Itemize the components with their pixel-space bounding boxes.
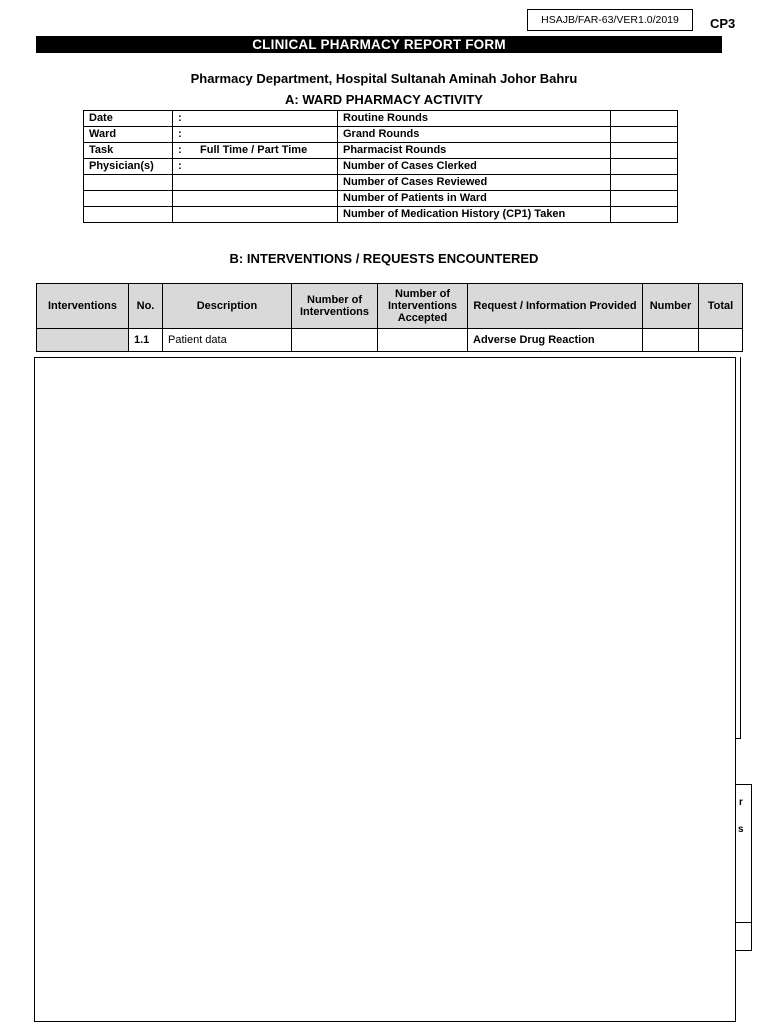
- clipped-header-letter: s: [738, 824, 744, 835]
- ward-activity-row: [84, 127, 678, 143]
- activity-count[interactable]: [611, 191, 678, 207]
- field-value-text: Full Time / Part Time: [200, 144, 308, 156]
- header-number: Number: [643, 284, 699, 329]
- activity-label: Pharmacist Rounds: [338, 143, 611, 159]
- activity-count[interactable]: [611, 111, 678, 127]
- document-code: HSAJB/FAR-63/VER1.0/2019: [527, 9, 693, 31]
- ward-activity-row: [84, 191, 678, 207]
- activity-label: Number of Medication History (CP1) Taken: [338, 207, 611, 223]
- interventions-table: [36, 283, 743, 352]
- header-description: Description: [163, 284, 292, 329]
- interventions-count-cell[interactable]: [292, 329, 378, 352]
- field-colon: :: [178, 160, 182, 172]
- form-id: CP3: [710, 16, 736, 31]
- section-a-title: A: WARD PHARMACY ACTIVITY: [285, 92, 483, 107]
- header-interventions-accepted: Number of Interventions Accepted: [378, 284, 468, 329]
- table-border-fragment: [736, 950, 752, 951]
- item-number: 1.1: [129, 329, 163, 352]
- ward-activity-row: [84, 159, 678, 175]
- table-border-fragment: [751, 784, 752, 951]
- field-label: Physician(s): [84, 159, 173, 175]
- table-border-fragment: [740, 357, 741, 739]
- field-value[interactable]: [173, 175, 338, 191]
- field-colon: :: [178, 112, 182, 124]
- activity-count[interactable]: [611, 127, 678, 143]
- clipped-header-letter: r: [739, 797, 743, 808]
- ward-activity-row: [84, 175, 678, 191]
- field-value[interactable]: [173, 159, 338, 175]
- activity-label: Number of Patients in Ward: [338, 191, 611, 207]
- header-total: Total: [699, 284, 743, 329]
- activity-count[interactable]: [611, 143, 678, 159]
- section-b-title: B: INTERVENTIONS / REQUESTS ENCOUNTERED: [229, 251, 539, 266]
- field-label: Ward: [84, 127, 173, 143]
- field-value[interactable]: [173, 111, 338, 127]
- blank-overlay-panel: [34, 357, 736, 1022]
- field-label: [84, 175, 173, 191]
- table-border-fragment: [736, 738, 741, 739]
- header-interventions: Interventions: [37, 284, 129, 329]
- field-value[interactable]: [173, 207, 338, 223]
- header-number-of-interventions: Number of Interventions: [292, 284, 378, 329]
- activity-label: Grand Rounds: [338, 127, 611, 143]
- field-label: Date: [84, 111, 173, 127]
- activity-count[interactable]: [611, 175, 678, 191]
- field-label: Task: [84, 143, 173, 159]
- accepted-count-cell[interactable]: [378, 329, 468, 352]
- field-colon: :: [178, 144, 182, 156]
- request-info-label: Adverse Drug Reaction: [468, 329, 643, 352]
- department-heading: Pharmacy Department, Hospital Sultanah Aminah Johor Bahru: [190, 71, 578, 86]
- activity-label: Number of Cases Reviewed: [338, 175, 611, 191]
- interventions-header-row: [37, 284, 743, 329]
- activity-count[interactable]: [611, 207, 678, 223]
- activity-label: Number of Cases Clerked: [338, 159, 611, 175]
- header-no: No.: [129, 284, 163, 329]
- field-label: [84, 191, 173, 207]
- activity-count[interactable]: [611, 159, 678, 175]
- field-value[interactable]: [173, 191, 338, 207]
- table-border-fragment: [736, 784, 752, 785]
- ward-activity-row: [84, 143, 678, 159]
- form-title: CLINICAL PHARMACY REPORT FORM: [36, 36, 722, 53]
- intervention-category-cell: [37, 329, 129, 352]
- table-border-fragment: [736, 922, 752, 923]
- field-label: [84, 207, 173, 223]
- table-row: [37, 329, 743, 352]
- field-value[interactable]: [173, 127, 338, 143]
- activity-label: Routine Rounds: [338, 111, 611, 127]
- ward-activity-row: [84, 111, 678, 127]
- ward-activity-row: [84, 207, 678, 223]
- request-number-cell[interactable]: [643, 329, 699, 352]
- request-total-cell[interactable]: [699, 329, 743, 352]
- field-value[interactable]: [173, 143, 338, 159]
- field-colon: :: [178, 128, 182, 140]
- ward-activity-table: [83, 110, 678, 223]
- header-request-information: Request / Information Provided: [468, 284, 643, 329]
- item-description: Patient data: [163, 329, 292, 352]
